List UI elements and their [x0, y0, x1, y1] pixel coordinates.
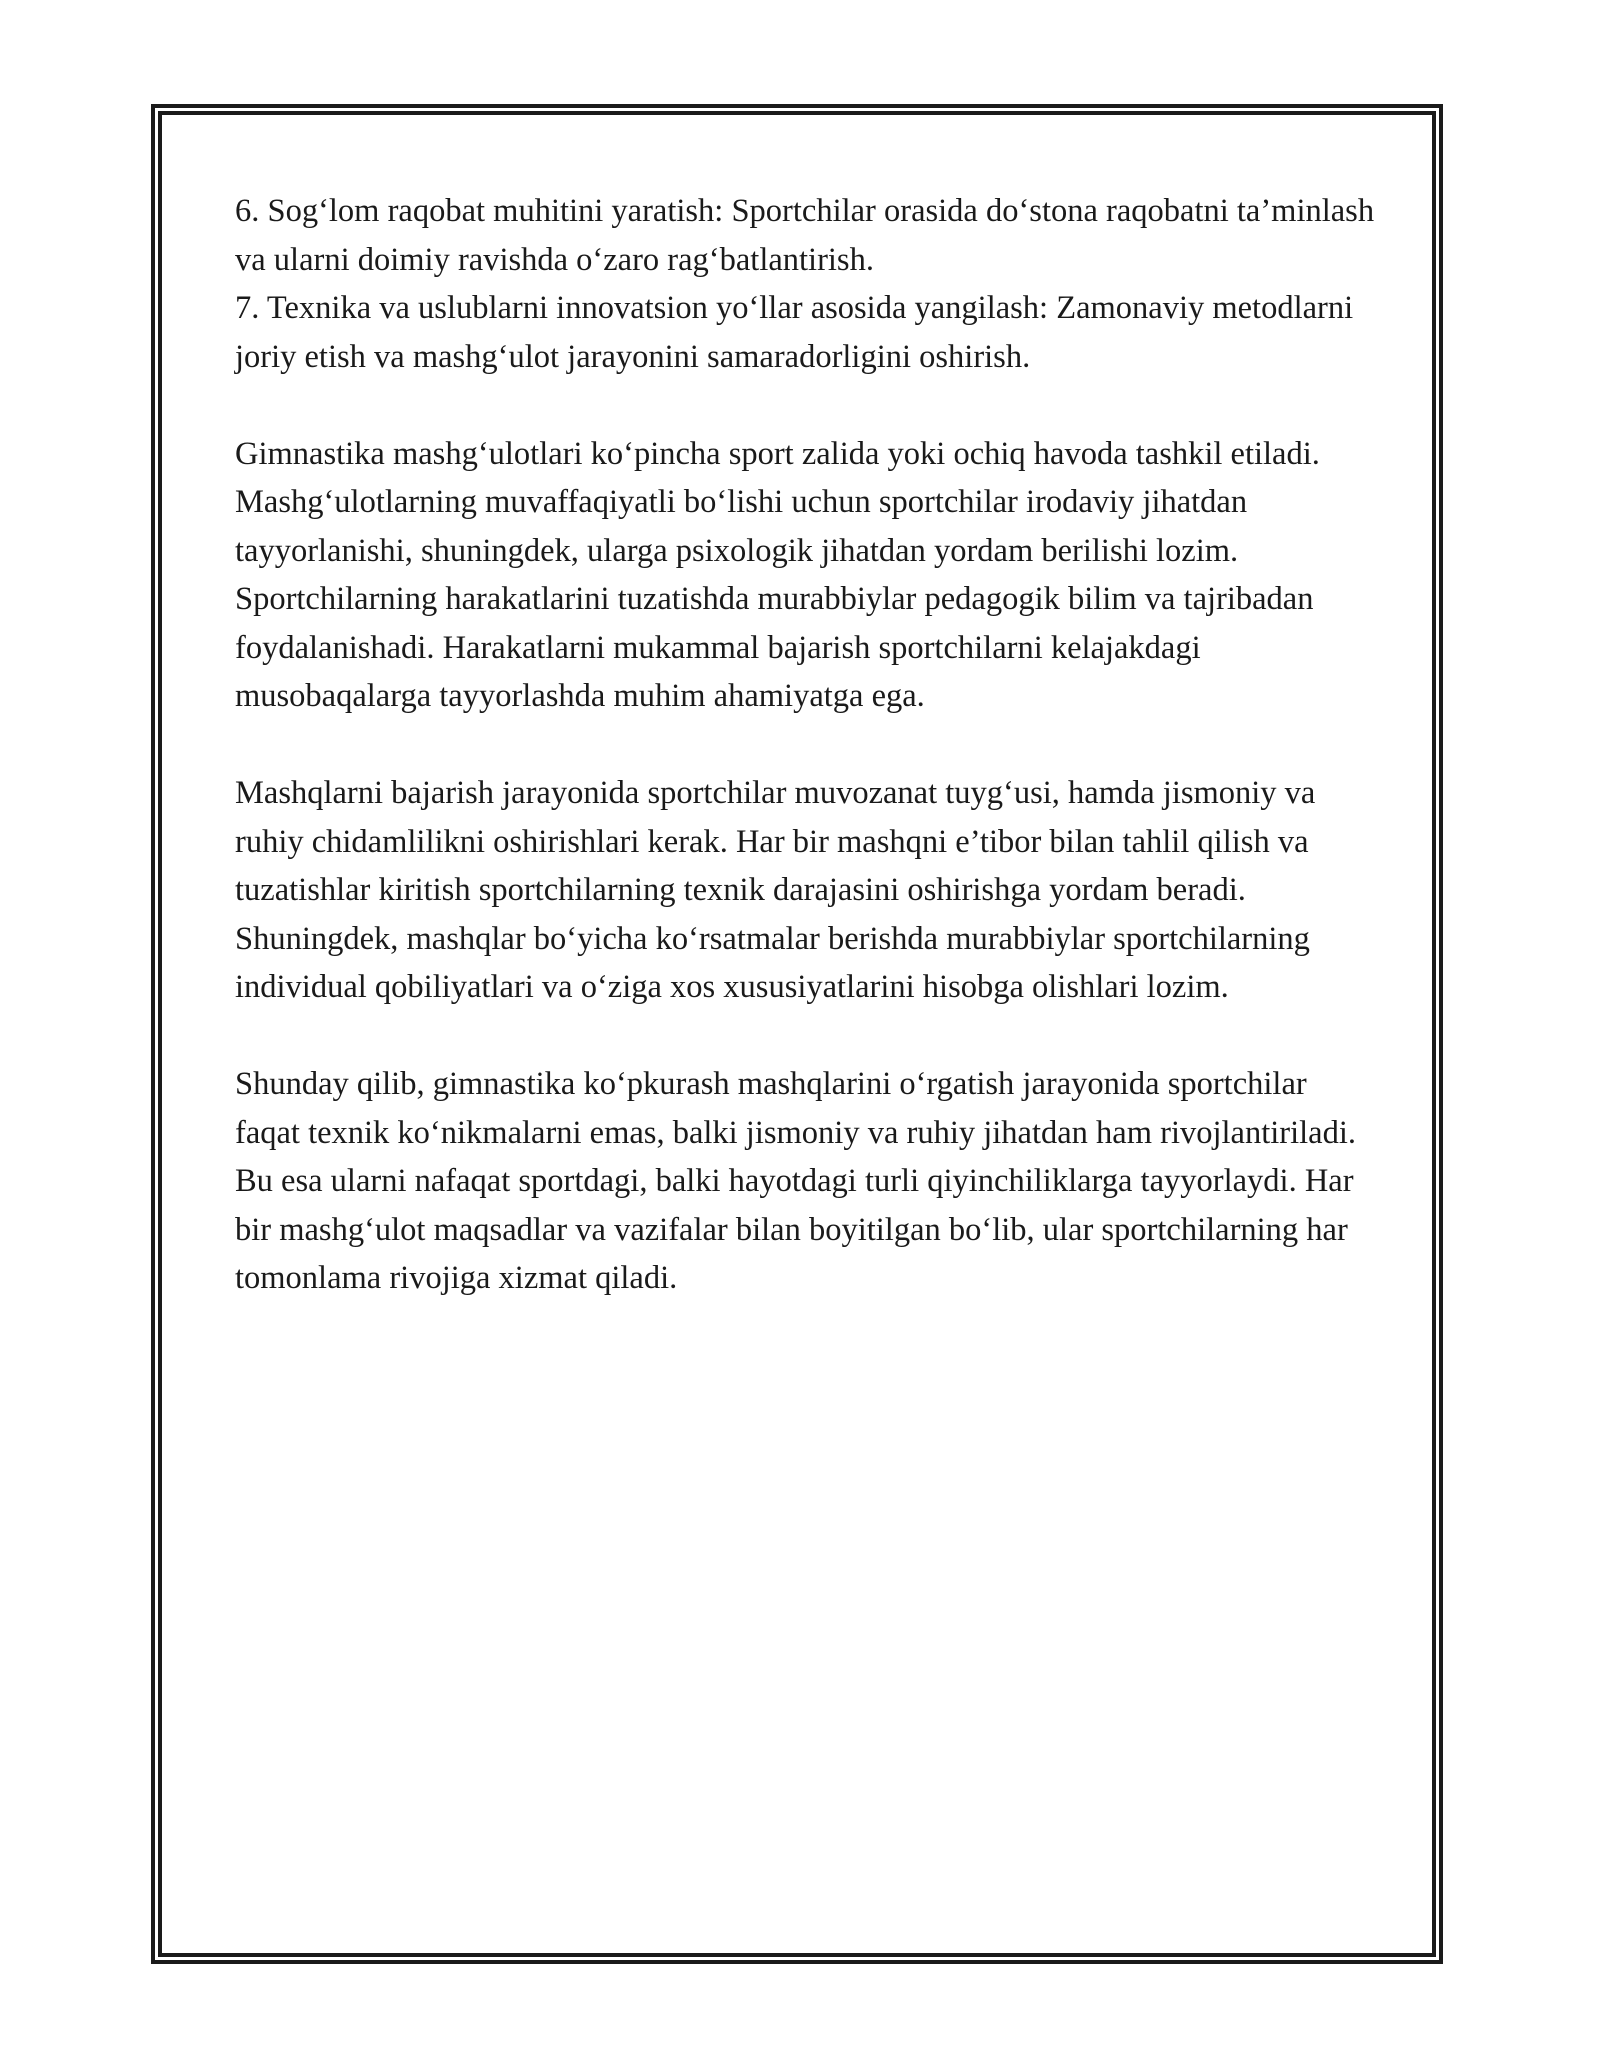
paragraph-conclusion: Shunday qilib, gimnastika ko‘pkurash mashqlarini o‘rgatish jarayonida sportchilar faqat texnik ko‘nikmalarni emas, balki jismoniy va ruhiy jihatdan ham rivojlantiriladi. Bu esa ularni nafaqat sportdagi, balki hayotdagi turli qiyinchiliklarga tayyorlaydi. Har bir mashg‘ulot maqsadlar va vazifalar bilan boyitilgan bo‘lib, ular sportchilarning har tomonlama rivojiga xizmat qiladi.: [235, 1066, 1356, 1296]
document-body: [235, 187, 1375, 1303]
list-item-7: 7. Texnika va uslublarni innovatsion yo‘llar asosida yangilash: Zamonaviy metodlarni joriy etish va mashg‘ulot jarayonini samaradorligini oshirish.: [235, 290, 1354, 375]
paragraph-training-organization: Gimnastika mashg‘ulotlari ko‘pincha sport zalida yoki ochiq havoda tashkil etiladi. Mashg‘ulotlarning muvaffaqiyatli bo‘lishi uchun sportchilar irodaviy jihatdan tayyorlanishi, shuningdek, ularga psixologik jihatdan yordam berilishi lozim. Sportchilarning harakatlarini tuzatishda murabbiylar pedagogik bilim va tajribadan foydalanishadi. Harakatlarni mukammal bajarish sportchilarni kelajakdagi musobaqalarga tayyorlashda muhim ahamiyatga ega.: [235, 435, 1320, 714]
paragraph-exercise-execution: Mashqlarni bajarish jarayonida sportchilar muvozanat tuyg‘usi, hamda jismoniy va ruhiy chidamlilikni oshirishlari kerak. Har bir mashqni e’tibor bilan tahlil qilish va tuzatishlar kiritish sportchilarning texnik darajasini oshirishga yordam beradi. Shuningdek, mashqlar bo‘yicha ko‘rsatmalar berishda murabbiylar sportchilarning individual qobiliyatlari va o‘ziga xos xususiyatlarini hisobga olishlari lozim.: [235, 775, 1316, 1005]
list-item-6: 6. Sog‘lom raqobat muhitini yaratish: Sportchilar orasida do‘stona raqobatni ta’minlash va ularni doimiy ravishda o‘zaro rag‘batlantirish.: [235, 193, 1375, 278]
